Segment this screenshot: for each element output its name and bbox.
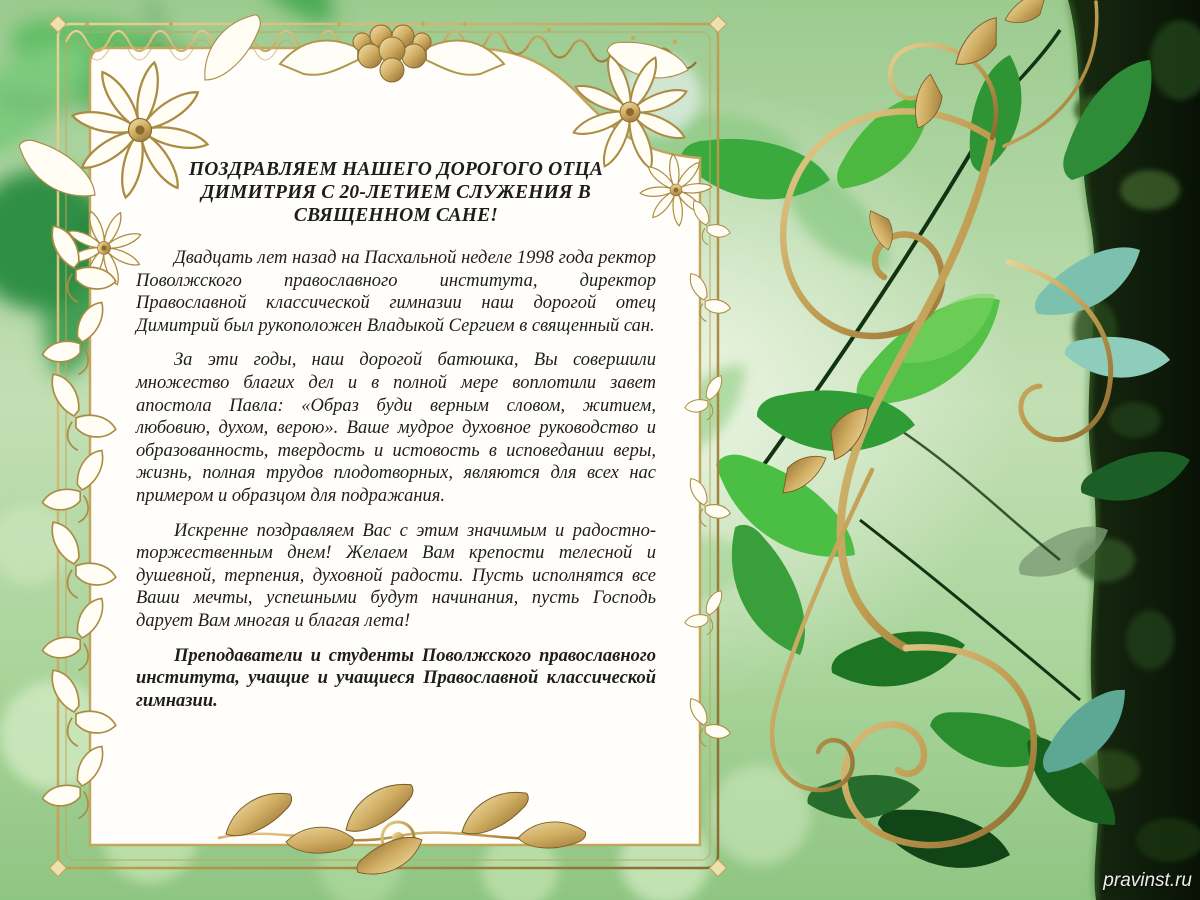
signature-paragraph: Преподаватели и студенты Поволжского православного института, учащие и учащиеся Православной классической гимназии. [136, 645, 656, 711]
paragraph-3: Искренне поздравляем Вас с этим значимым и радостно-торжественным днем! Желаем Вам крепости телесной и душевной, терпения, духовной радости. Пусть исполнятся все Ваши мечты, успешными будут начинания, пусть Господь дарует Вам многая и благая лета! [136, 520, 656, 631]
greeting-card-text [136, 158, 656, 724]
watermark: pravinst.ru [1103, 870, 1192, 891]
page-title: ПОЗДРАВЛЯЕМ НАШЕГО ДОРОГОГО ОТЦА ДИМИТРИЯ С 20-ЛЕТИЕМ СЛУЖЕНИЯ В СВЯЩЕННОМ САНЕ! [188, 159, 604, 226]
paragraph-1: Двадцать лет назад на Пасхальной неделе 1998 года ректор Поволжского православного института, директор Православной классической гимназии наш дорогой отец Димитрий был рукоположен Владыкой Сергием в священный сан. [136, 248, 656, 336]
paragraph-2: За эти годы, наш дорогой батюшка, Вы совершили множество благих дел и в полной мере воплотили завет апостола Павла: «Образ буди верным словом, житием, любовию, духом, верою». Ваше мудрое духовное руководство и образованность, твердость и истовость в исповедании веры, жизнь, полная трудов плодотворных, являются для всех нас примером и образцом для подражания. [136, 350, 656, 506]
